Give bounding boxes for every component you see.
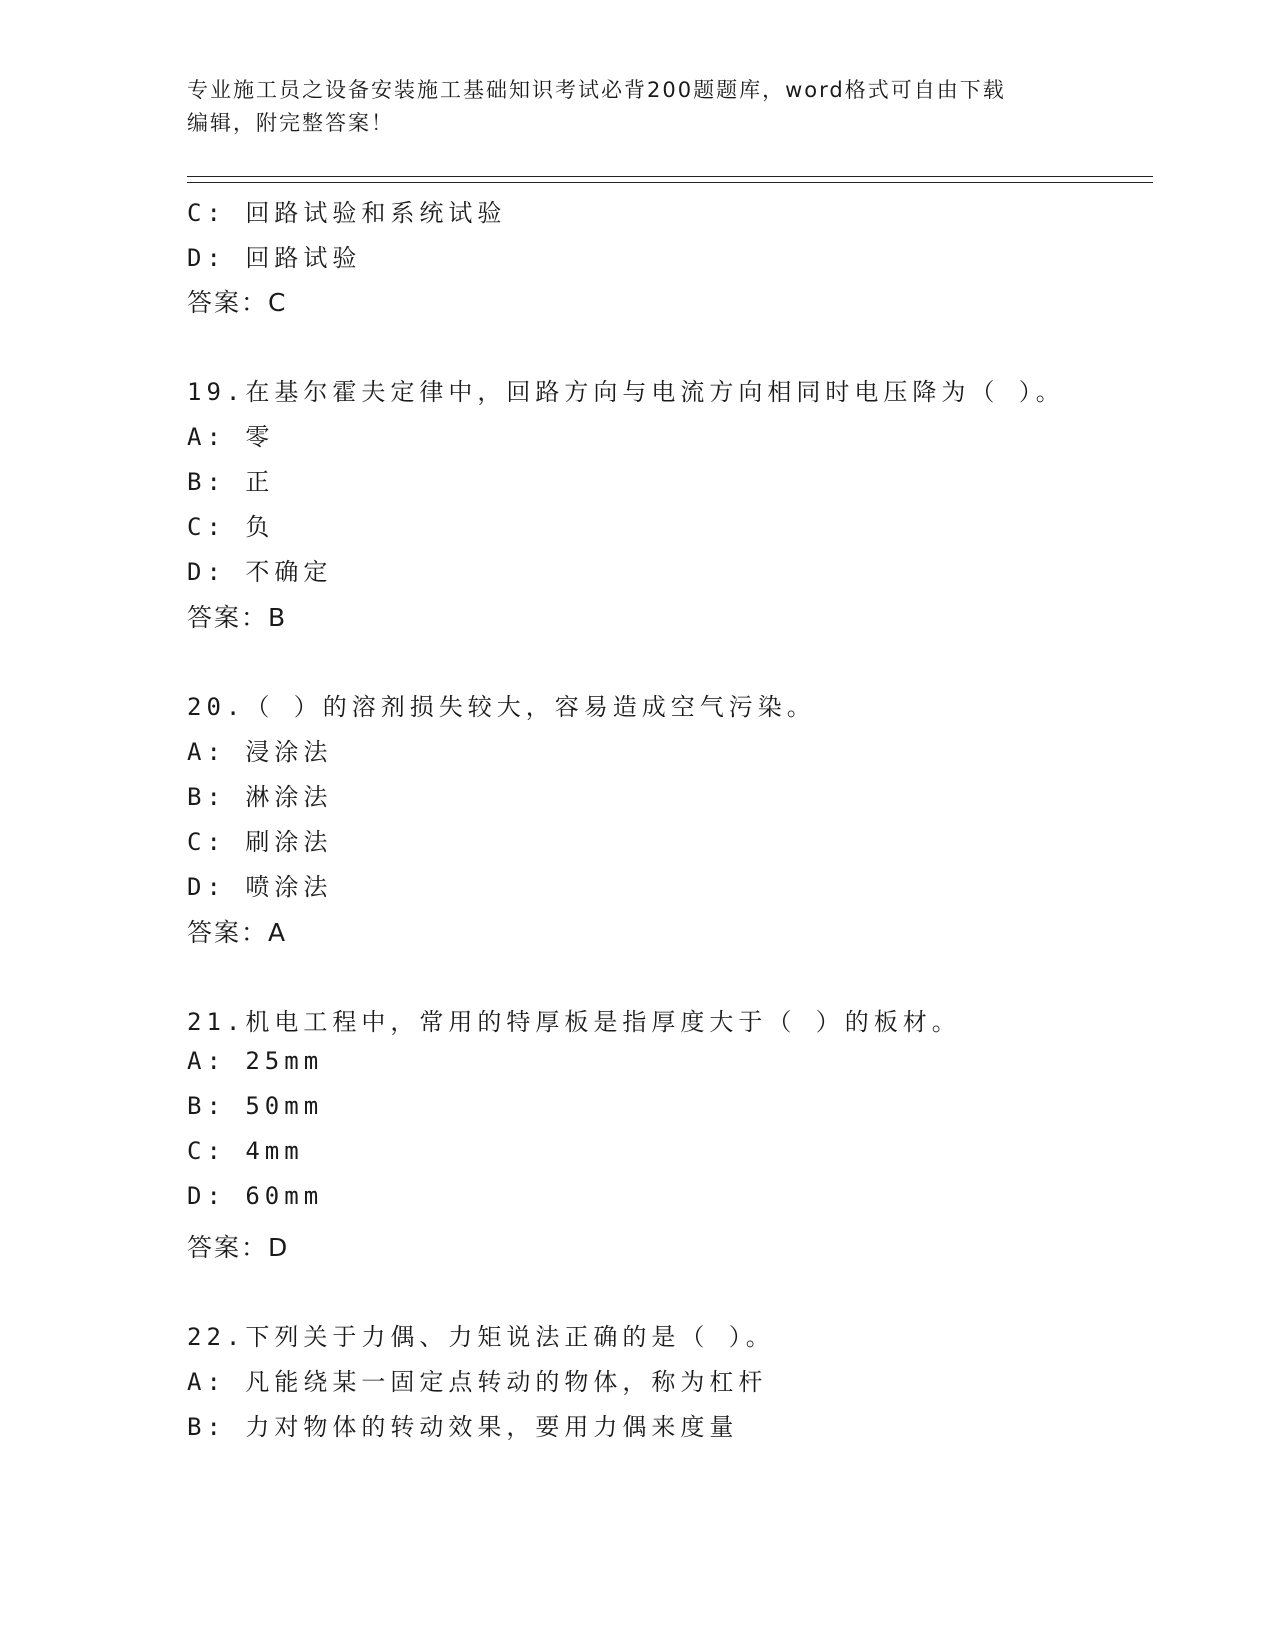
header-divider-bottom	[187, 182, 1153, 183]
q21-option-d: D: 60mm	[187, 1182, 324, 1210]
q18-option-d: D: 回路试验	[187, 244, 362, 272]
header-divider-top	[187, 176, 1153, 177]
q19-question: 19.在基尔霍夫定律中，回路方向与电流方向相同时电压降为（ ）。	[187, 378, 1065, 406]
q22-option-a: A: 凡能绕某一固定点转动的物体，称为杠杆	[187, 1368, 768, 1396]
header-title-line-2: 编辑，附完整答案！	[187, 111, 394, 135]
q18-option-c: C: 回路试验和系统试验	[187, 199, 507, 227]
q20-option-b: B: 淋涂法	[187, 783, 333, 811]
q20-option-a: A: 浸涂法	[187, 738, 333, 766]
q21-option-b: B: 50mm	[187, 1092, 324, 1120]
q22-question: 22.下列关于力偶、力矩说法正确的是（ ）。	[187, 1323, 775, 1351]
q20-option-d: D: 喷涂法	[187, 873, 333, 901]
header-title-line-1: 专业施工员之设备安装施工基础知识考试必背200题题库，word格式可自由下载	[187, 78, 1006, 102]
q22-option-b: B: 力对物体的转动效果，要用力偶来度量	[187, 1413, 739, 1441]
q20-question: 20.（ ）的溶剂损失较大，容易造成空气污染。	[187, 693, 816, 721]
q21-answer: 答案：D	[187, 1233, 290, 1262]
q19-option-c: C: 负	[187, 513, 275, 541]
q20-option-c: C: 刷涂法	[187, 828, 333, 856]
document-header	[187, 74, 1087, 140]
q19-answer: 答案：B	[187, 603, 288, 632]
q21-option-a: A: 25mm	[187, 1047, 324, 1075]
q21-option-c: C: 4mm	[187, 1137, 304, 1165]
q21-question: 21.机电工程中，常用的特厚板是指厚度大于（ ）的板材。	[187, 1008, 961, 1036]
q19-option-b: B: 正	[187, 468, 275, 496]
q20-answer: 答案：A	[187, 918, 288, 947]
q18-answer: 答案：C	[187, 288, 288, 317]
q19-option-d: D: 不确定	[187, 558, 333, 586]
q19-option-a: A: 零	[187, 423, 275, 451]
